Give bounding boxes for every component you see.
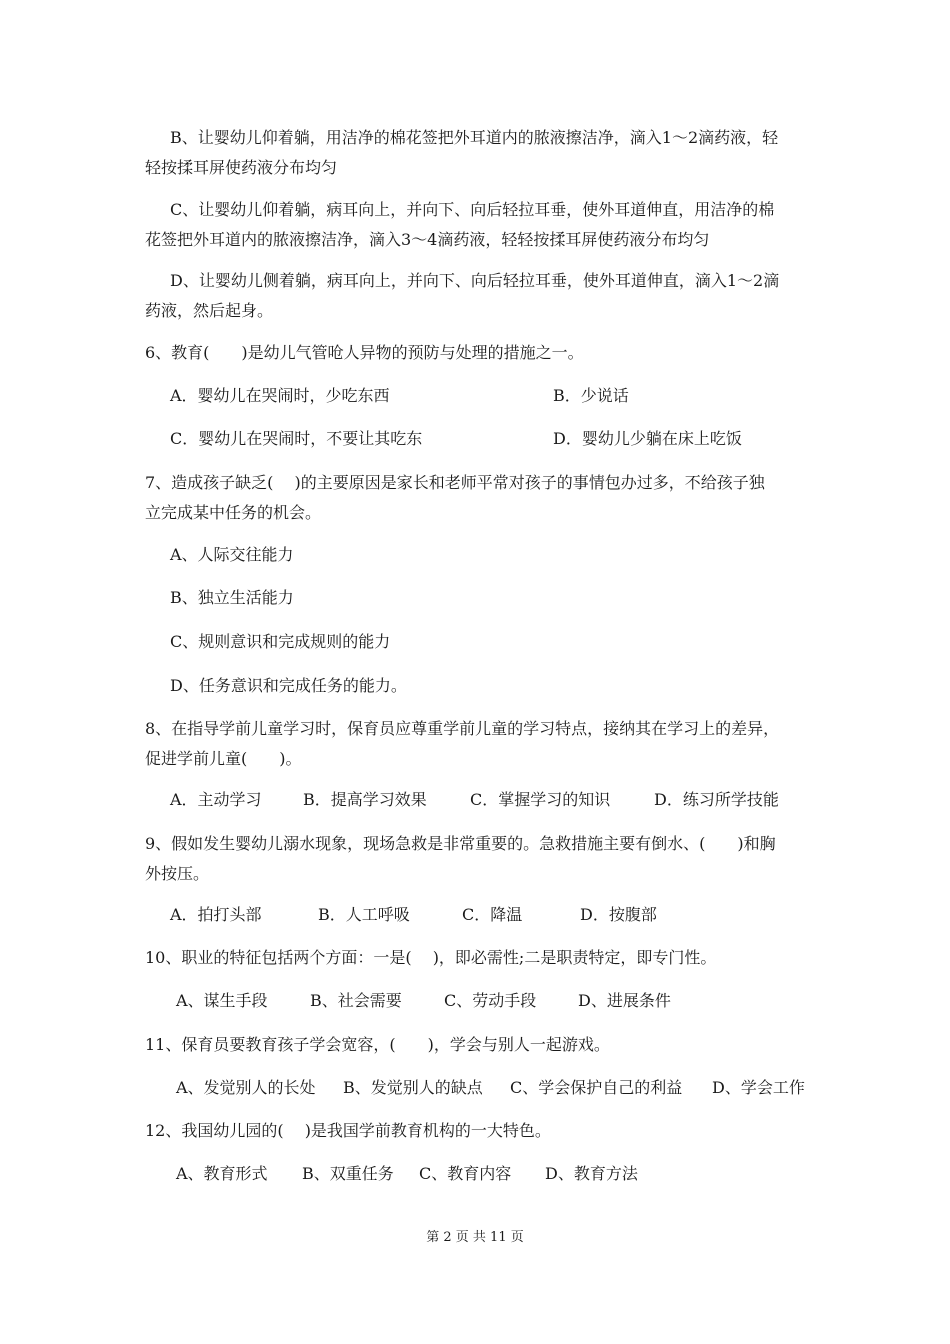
q8-stem-line1: 8、在指导学前儿童学习时，保育员应尊重学前儿童的学习特点，接纳其在学习上的差异， [145,719,780,738]
q7-option-a: A、人际交往能力 [170,545,294,564]
q5-option-d-line1: D、让婴幼儿侧着躺，病耳向上，并向下、向后轻拉耳垂，使外耳道伸直，滴入1～2滴 [170,271,780,290]
q5-option-c-line2: 花签把外耳道内的脓液擦洁净，滴入3～4滴药液，轻轻按揉耳屏使药液分布均匀 [145,230,710,249]
q11-option-c: C、学会保护自己的利益 [510,1078,683,1097]
q9-option-d: D．按腹部 [580,905,657,924]
q11-option-b: B、发觉别人的缺点 [343,1078,483,1097]
q9-stem-line2: 外按压。 [145,864,210,883]
q11-option-a: A、发觉别人的长处 [176,1078,316,1097]
q10-stem: 10、职业的特征包括两个方面：一是( )，即必需性;二是职责特定，即专门性。 [145,948,717,967]
q12-option-c: C、教育内容 [419,1164,512,1183]
q12-option-b: B、双重任务 [302,1164,394,1183]
q8-option-a: A．主动学习 [170,790,262,809]
q11-stem: 11、保育员要教育孩子学会宽容，( )，学会与别人一起游戏。 [145,1035,610,1054]
q12-option-a: A、教育形式 [176,1164,268,1183]
q8-option-d: D．练习所学技能 [654,790,779,809]
q9-option-b: B．人工呼吸 [318,905,410,924]
q6-option-c: C．婴幼儿在哭闹时，不要让其吃东 [170,429,423,448]
page-footer: 第 2 页 共 11 页 [426,1230,524,1245]
q11-option-d: D、学会工作 [712,1078,805,1097]
q6-option-a: A．婴幼儿在哭闹时，少吃东西 [170,386,390,405]
q5-option-c-line1: C、让婴幼儿仰着躺，病耳向上，并向下、向后轻拉耳垂，使外耳道伸直，用洁净的棉 [170,200,775,219]
q10-option-a: A、谋生手段 [176,991,268,1010]
q10-option-b: B、社会需要 [310,991,402,1010]
q6-stem: 6、教育( )是幼儿气管呛人异物的预防与处理的措施之一。 [145,343,584,362]
q12-option-d: D、教育方法 [545,1164,638,1183]
q7-option-d: D、任务意识和完成任务的能力。 [170,676,407,695]
q5-option-b-line1: B、让婴幼儿仰着躺，用洁净的棉花签把外耳道内的脓液擦洁净，滴入1～2滴药液，轻 [170,128,779,147]
q9-option-a: A．拍打头部 [170,905,262,924]
q8-stem-line2: 促进学前儿童( )。 [145,749,302,768]
q6-option-d: D．婴幼儿少躺在床上吃饭 [553,429,742,448]
q9-stem-line1: 9、假如发生婴幼儿溺水现象，现场急救是非常重要的。急救措施主要有倒水、( )和胸 [145,834,776,853]
q8-option-b: B．提高学习效果 [303,790,427,809]
q5-option-b-line2: 轻按揉耳屏使药液分布均匀 [145,158,338,177]
q10-option-c: C、劳动手段 [444,991,537,1010]
q7-option-c: C、规则意识和完成规则的能力 [170,632,391,651]
q9-option-c: C．降温 [462,905,523,924]
q10-option-d: D、进展条件 [578,991,671,1010]
q5-option-d-line2: 药液，然后起身。 [145,301,274,320]
q7-stem-line1: 7、造成孩子缺乏( )的主要原因是家长和老师平常对孩子的事情包办过多，不给孩子独 [145,473,765,492]
q7-stem-line2: 立完成某中任务的机会。 [145,503,322,522]
q6-option-b: B．少说话 [553,386,629,405]
q12-stem: 12、我国幼儿园的( )是我国学前教育机构的一大特色。 [145,1121,551,1140]
q8-option-c: C．掌握学习的知识 [470,790,611,809]
q7-option-b: B、独立生活能力 [170,588,294,607]
